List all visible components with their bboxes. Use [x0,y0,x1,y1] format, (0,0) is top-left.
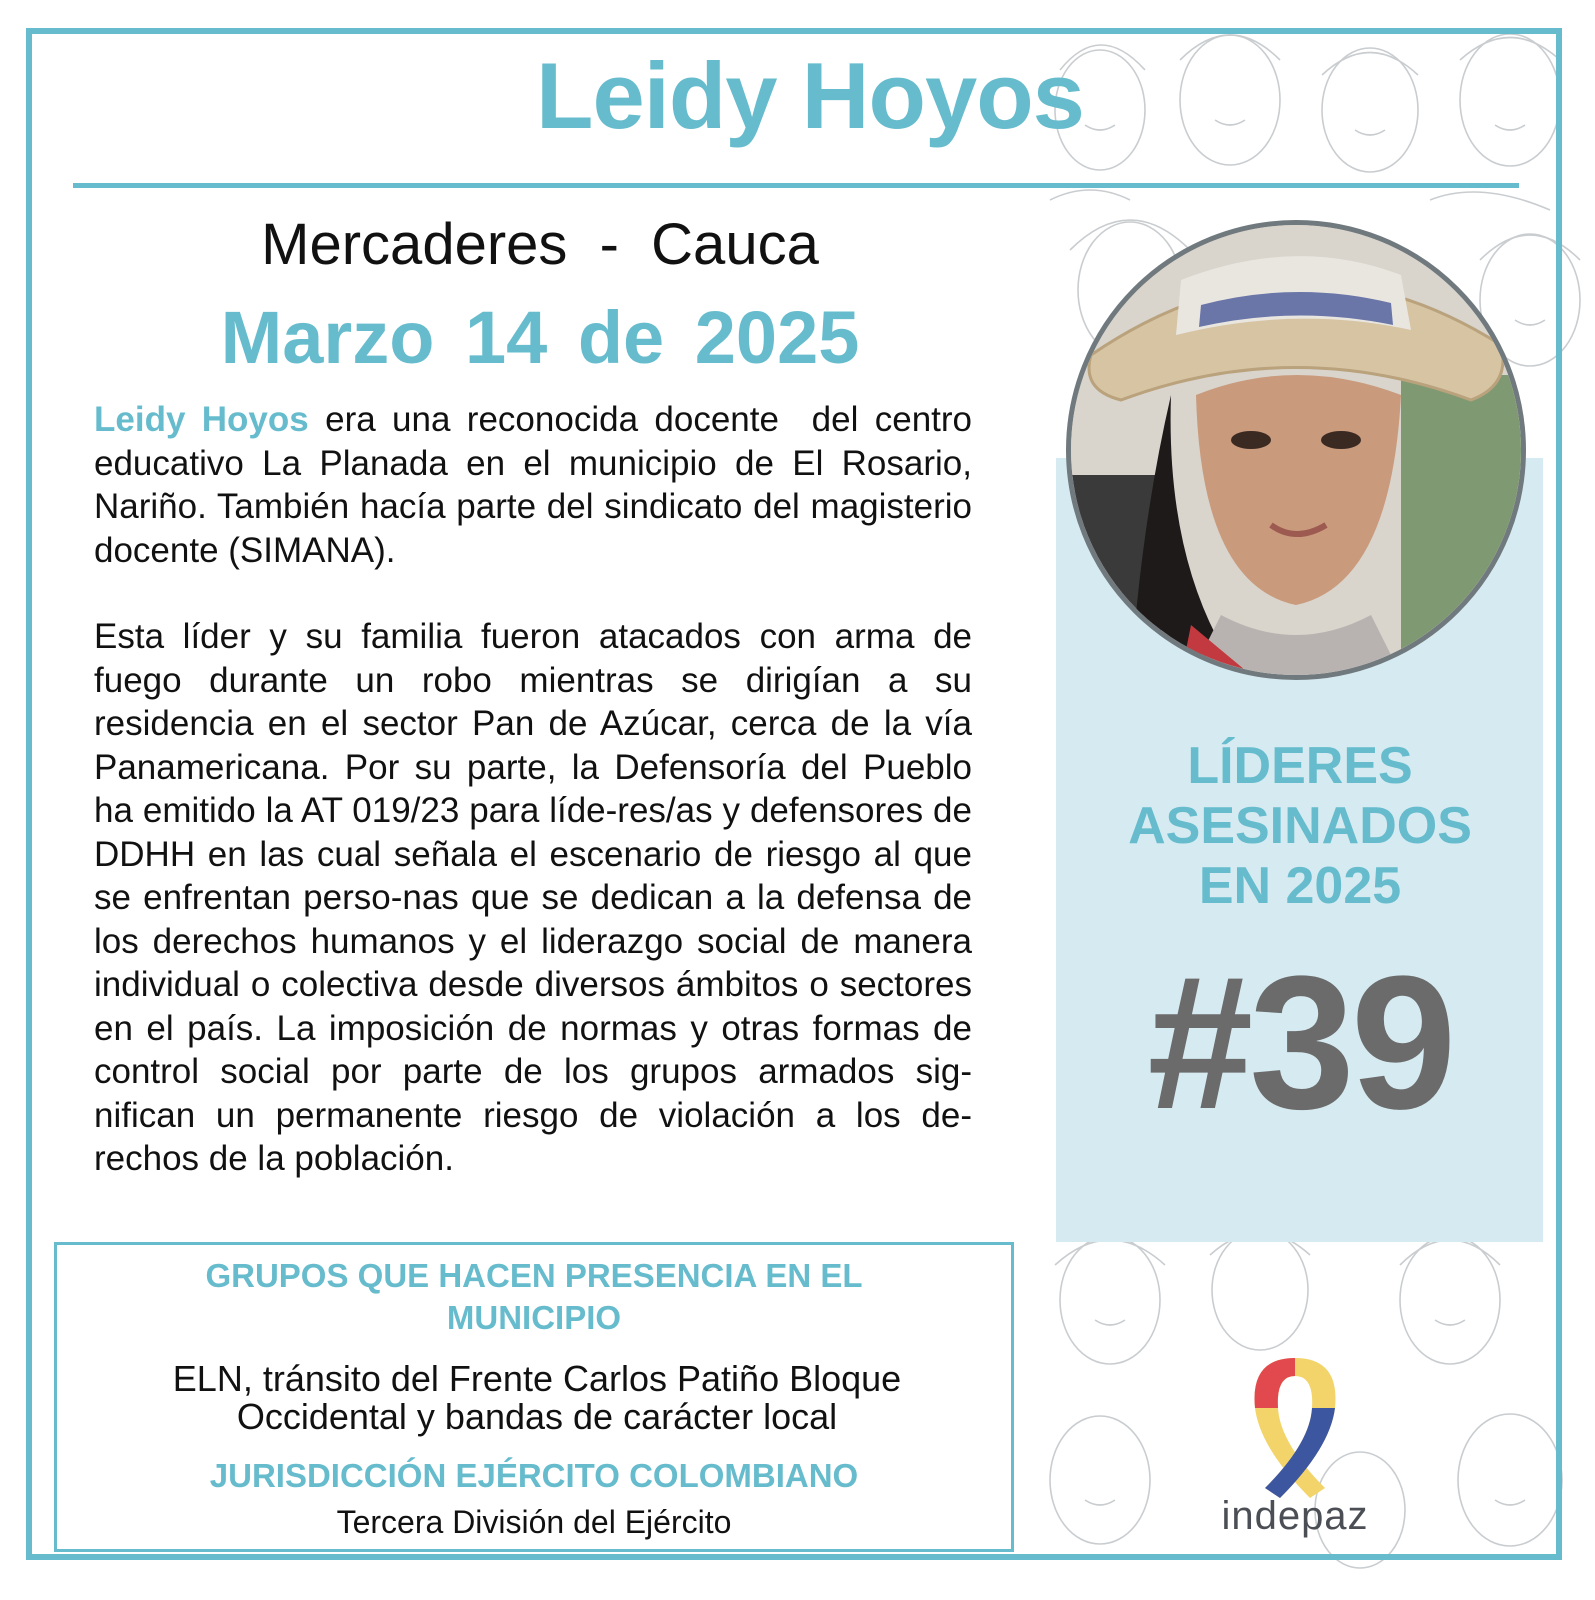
jurisdiction-text: Tercera División del Ejército [336,1504,732,1540]
groups-title: GRUPOS QUE HACEN PRESENCIA EN EL MUNICIPIO [205,1257,863,1336]
groups-text: ELN, tránsito del Frente Carlos Patiño Bloque Occidental y bandas de carácter local [172,1358,902,1437]
biography [94,398,982,1181]
location: Mercaderes - Cauca [261,212,819,277]
panel-heading-line-1: LÍDERES [1187,737,1413,795]
jurisdiction-title: JURISDICCIÓN EJÉRCITO COLOMBIANO [209,1457,859,1494]
panel-heading-line-3: EN 2025 [1198,857,1402,915]
portrait-illustration [1071,225,1521,675]
date: Marzo 14 de 2025 [220,296,860,379]
panel-heading-line-2: ASESINADOS [1128,797,1472,855]
portrait-photo [1066,220,1526,680]
bio-paragraph-1 [94,398,982,572]
panel-heading [1100,736,1500,916]
bio-paragraph-2: Esta líder y su familia fueron atacados con arma de fuego durante un robo mientras se dirigían a su residencia en el sector Pan de Azúcar, cerca de la vía Panamericana. Por su parte, la Defensoría del Pueblo ha emitido la AT 019/23 para líde-res/as y defensores de DDHH en las cual señala el escenario de riesgo al que se enfrentan perso-nas que se dedican a la defensa de los derechos humanos y el liderazgo social de manera individual o colectiva desde diversos ámbitos o sectores en el país. La imposición de normas y otras formas de control social por parte de los grupos armados sig-nifican un permanente riesgo de violación a los de-rechos de la población. [94,617,972,1178]
victim-count-number: #39 [1147,937,1453,1149]
victim-name-title: Leidy Hoyos [536,43,1084,148]
indepaz-logo-text: indepaz [1221,1494,1369,1538]
bio-name: Leidy Hoyos [94,400,309,439]
title-divider [73,183,1519,188]
bio-p1-text: era una reconocida docente del centro educativo La Planada en el municipio de El Rosario, Nariño. También hacía parte del sindicato del magisterio docente (SIMANA). [94,400,982,570]
groups-box [54,1242,1014,1552]
